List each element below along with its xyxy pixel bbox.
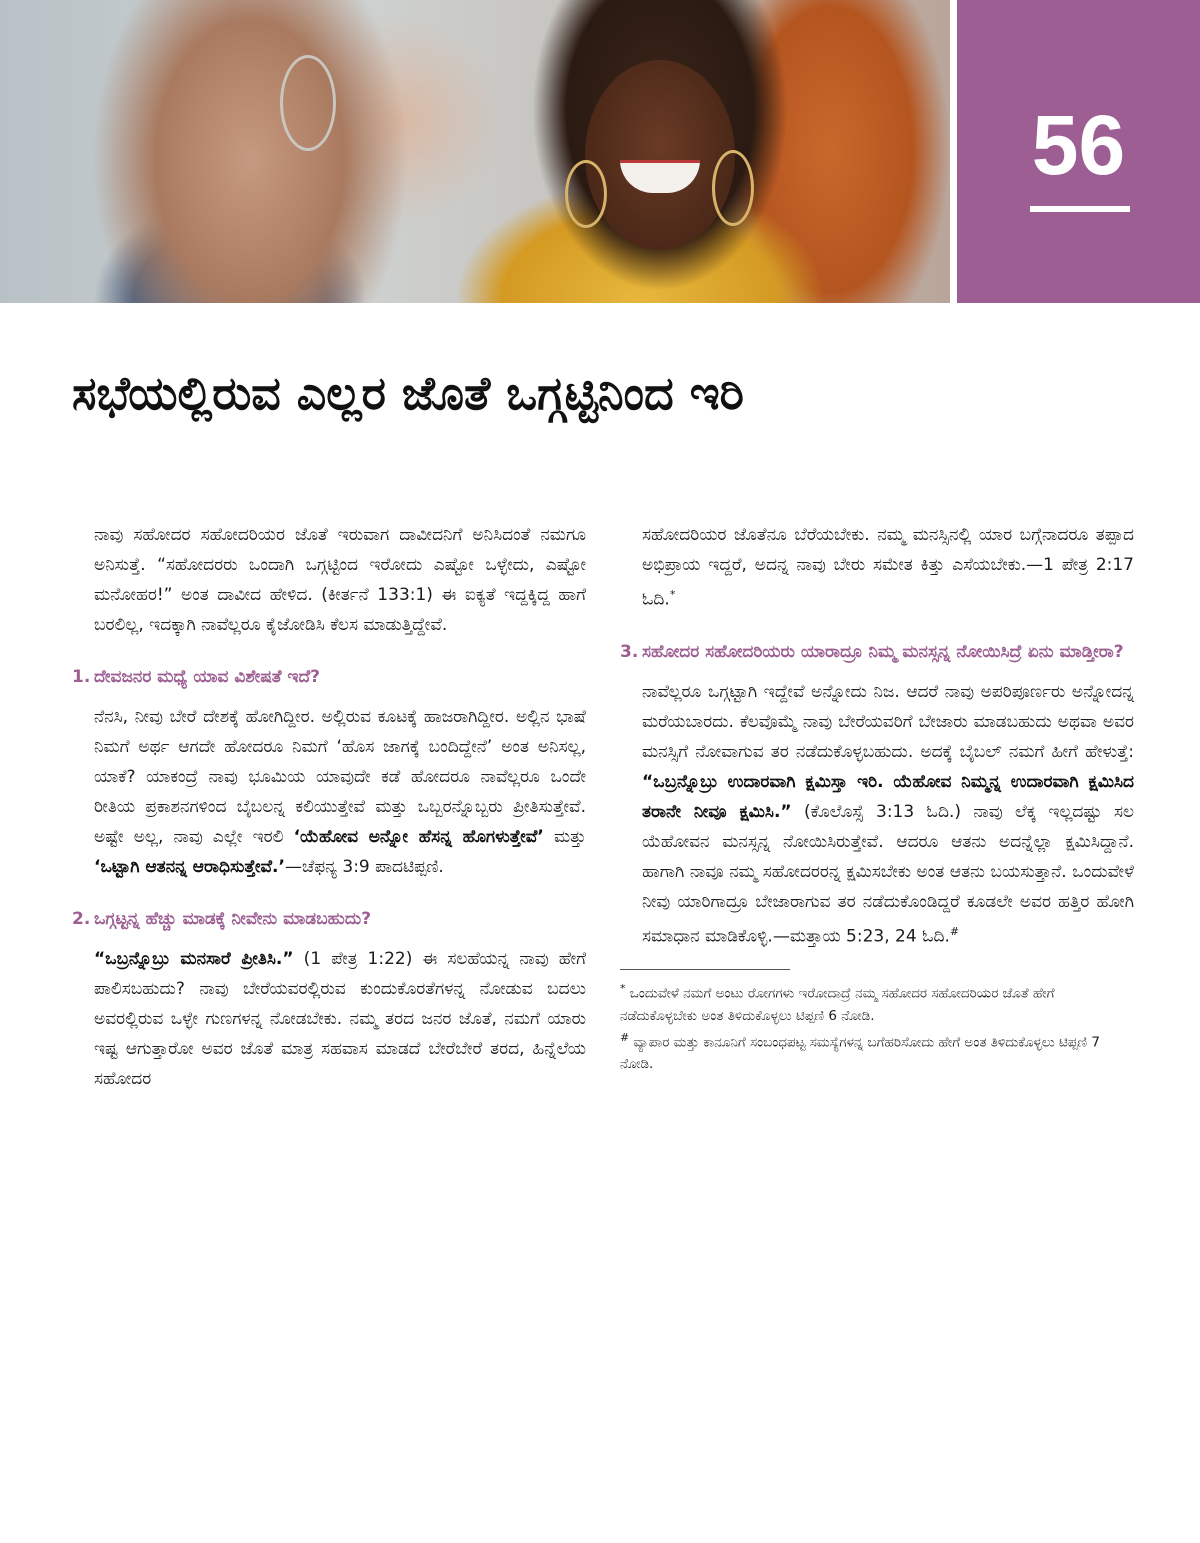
footnote-marker[interactable]: * [669,588,676,601]
footnote-marker[interactable]: # [949,924,960,938]
earring-shape [565,160,607,228]
lesson-number: 56 [1031,98,1126,192]
answer-text: ಮತ್ತು [543,827,587,847]
scripture-reference: —ಚೆಫನ್ಯ 3:9 ಪಾದಟಿಪ್ಪಣಿ. [284,857,444,877]
header-photo [0,0,950,303]
footnote-text: ಒಂದುವೇಳೆ ನಮಗೆ ಅಂಟು ರೋಗಗಳು ಇರೋದಾದ್ರೆ ನಮ್ಮ ಸಹೋದರ ಸಹೋದರಿಯರ ಜೊತೆ ಹೇಗೆ ನಡೆದುಕೊಳ್ಳಬೇಕು ಅಂತ ತಿಳಿದುಕೊಳ್ಳಲು ಟಿಪ್ಪಣಿ 6 ನೋಡಿ. [620,985,1055,1024]
answer-2 [72,944,586,1094]
answer-1 [72,702,586,882]
answer-text: ಸಹೋದರಿಯರ ಜೊತೆನೂ ಬೆರೆಯಬೇಕು. ನಮ್ಮ ಮನಸ್ಸಿನಲ್ಲಿ ಯಾರ ಬಗ್ಗೆನಾದರೂ ತಪ್ಪಾದ ಅಭಿಪ್ರಾಯ ಇದ್ದರೆ, ಅದನ್ನ ನಾವು ಬೇರು ಸಮೇತ ಕಿತ್ತು ಎಸೆಯಬೇಕು.—1 ಪೇತ್ರ 2:17 ಓದಿ. [642,525,1134,610]
answer-text: ನೆನಸಿ, ನೀವು ಬೇರೆ ದೇಶಕ್ಕೆ ಹೋಗಿದ್ದೀರ. ಅಲ್ಲಿರುವ ಕೂಟಕ್ಕೆ ಹಾಜರಾಗಿದ್ದೀರ. ಅಲ್ಲಿನ ಭಾಷೆ ನಿಮಗೆ ಅರ್ಥ ಆಗದೇ ಹೋದರೂ ನಿಮಗೆ ‘ಹೊಸ ಜಾಗಕ್ಕೆ ಬಂದಿದ್ದೇನೆ’ ಅಂತ ಅನಿಸಲ್ಲ, ಯಾಕೆ? ಯಾಕಂದ್ರೆ ನಾವು ಭೂಮಿಯ ಯಾವುದೇ ಕಡೆ ಹೋದರೂ ನಾವೆಲ್ಲರೂ ಒಂದೇ ರೀತಿಯ ಪ್ರಕಾಶನಗಳಿಂದ ಬೈಬಲನ್ನ ಕಲಿಯುತ್ತೇವೆ ಮತ್ತು ಒಬ್ಬರನ್ನೊಬ್ಬರು ಪ್ರೀತಿಸುತ್ತೇವೆ. ಅಷ್ಟೇ ಅಲ್ಲ, ನಾವು ಎಲ್ಲೇ ಇರಲಿ [94,707,586,847]
answer-text: ನಾವೆಲ್ಲರೂ ಒಗ್ಗಟ್ಟಾಗಿ ಇದ್ದೇವೆ ಅನ್ನೋದು ನಿಜ. ಆದರೆ ನಾವು ಅಪರಿಪೂರ್ಣರು ಅನ್ನೋದನ್ನ ಮರೆಯಬಾರದು. ಕೆಲವೊಮ್ಮೆ ನಾವು ಬೇರೆಯವರಿಗೆ ಬೇಜಾರು ಮಾಡಬಹುದು ಅಥವಾ ಅವರ ಮನಸ್ಸಿಗೆ ನೋವಾಗುವ ತರ ನಡೆದುಕೊಳ್ಳಬಹುದು. ಅದಕ್ಕೆ ಬೈಬಲ್ ನಮಗೆ ಹೀಗೆ ಹೇಳುತ್ತೆ: [642,681,1134,762]
footnote-1 [620,978,1134,1027]
question-text: ದೇವಜನರ ಮಧ್ಯೆ ಯಾವ ವಿಶೇಷತೆ ಇದೆ? [94,667,320,687]
intro-paragraph: ನಾವು ಸಹೋದರ ಸಹೋದರಿಯರ ಜೊತೆ ಇರುವಾಗ ದಾವೀದನಿಗೆ ಅನಿಸಿದಂತೆ ನಮಗೂ ಅನಿಸುತ್ತೆ. “ಸಹೋದರರು ಒಂದಾಗಿ ಒಗ್ಗಟ್ಟಿಂದ ಇರೋದು ಎಷ್ಟೋ ಒಳ್ಳೇದು, ಎಷ್ಟೋ ಮನೋಹರ!” ಅಂತ ದಾವೀದ ಹೇಳಿದ. (ಕೀರ್ತನೆ 133:1) ಈ ಐಕ್ಯತೆ ಇದ್ದಕ್ಕಿದ್ದ ಹಾಗೆ ಬರಲಿಲ್ಲ, ಇದಕ್ಕಾಗಿ ನಾವೆಲ್ಲರೂ ಕೈಜೋಡಿಸಿ ಕೆಲಸ ಮಾಡುತ್ತಿದ್ದೇವೆ. [94,525,586,635]
question-number: 2. [72,909,91,929]
answer-text: (ಕೊಲೊಸ್ಸೆ 3:13 ಓದಿ.) ನಾವು ಲೆಕ್ಕ ಇಲ್ಲದಷ್ಟು ಸಲ ಯೆಹೋವನ ಮನಸ್ಸನ್ನ ನೋಯಿಸಿರುತ್ತೇವೆ. ಆದರೂ ಆತನು ಅದನ್ನೆಲ್ಲಾ ಕ್ಷಮಿಸಿದ್ದಾನೆ. ಹಾಗಾಗಿ ನಾವೂ ನಮ್ಮ ಸಹೋದರರನ್ನ ಕ್ಷಮಿಸಬೇಕು ಅಂತ ಆತನು ಬಯಸುತ್ತಾನೆ. ಒಂದುವೇಳೆ ನೀವು ಯಾರಿಗಾದ್ರೂ ಬೇಜಾರಾಗುವ ತರ ನಡೆದುಕೊಂಡಿದ್ದರೆ ಕೂಡಲೇ ಅವರ ಹತ್ತಿರ ಹೋಗಿ ಸಮಾಧಾನ ಮಾಡಿಕೊಳ್ಳಿ.—ಮತ್ತಾಯ 5:23, 24 ಓದಿ. [642,801,1134,947]
footnote-divider [620,969,790,970]
footnote-mark: * [620,982,626,996]
answer-bold: ‘ಯೆಹೋವ ಅನ್ನೋ ಹೆಸನ್ನ ಹೊಗಳುತ್ತೇವೆ’ [293,827,544,847]
question-text: ಒಗ್ಗಟ್ಟನ್ನ ಹೆಚ್ಚು ಮಾಡಕ್ಕೆ ನೀವೇನು ಮಾಡಬಹುದು? [94,909,372,929]
earring-shape [712,150,754,226]
page-title: ಸಭೆಯಲ್ಲಿರುವ ಎಲ್ಲರ ಜೊತೆ ಒಗ್ಗಟ್ಟಿನಿಂದ ಇರಿ [72,366,744,420]
answer-bold: “ಒಬ್ರನ್ನೊಬ್ರು ಮನಸಾರೆ ಪ್ರೀತಿಸಿ.” [94,949,294,969]
footnote-2 [620,1027,1134,1076]
question-1 [72,662,586,692]
question-3 [620,637,1134,667]
lesson-number-underline [1030,206,1130,212]
question-number: 1. [72,667,91,687]
answer-3 [620,677,1134,952]
lesson-number-block [957,0,1200,303]
earring-shape [280,55,336,151]
left-column [72,520,586,1094]
answer-bold: ‘ಒಟ್ಟಾಗಿ ಆತನನ್ನ ಆರಾಧಿಸುತ್ತೇವೆ.’ [94,857,285,877]
answer-text: (1 ಪೇತ್ರ 1:22) ಈ ಸಲಹೆಯನ್ನ ನಾವು ಹೇಗೆ ಪಾಲಿಸಬಹುದು? ನಾವು ಬೇರೆಯವರಲ್ಲಿರುವ ಕುಂದುಕೊರತೆಗಳನ್ನ ನೋಡುವ ಬದಲು ಅವರಲ್ಲಿರುವ ಒಳ್ಳೇ ಗುಣಗಳನ್ನ ನೋಡಬೇಕು. ನಮ್ಮ ತರದ ಜನರ ಜೊತೆ, ನಮಗೆ ಯಾರು ಇಷ್ಟ ಆಗುತ್ತಾರೋ ಅವರ ಜೊತೆ ಮಾತ್ರ ಸಹವಾಸ ಮಾಡದೆ ಬೇರೆಬೇರೆ ತರದ, ಹಿನ್ನೆಲೆಯ ಸಹೋದರ [94,949,587,1089]
footnote-mark: # [620,1030,630,1044]
right-column [620,520,1134,1075]
question-2 [72,904,586,934]
answer-bold: “ಒಬ್ರನ್ನೊಬ್ರು ಉದಾರವಾಗಿ ಕ್ಷಮಿಸ್ತಾ ಇರಿ. ಯೆಹೋವ ನಿಮ್ಮನ್ನ ಉದಾರವಾಗಿ ಕ್ಷಮಿಸಿದ ತರಾನೇ ನೀವೂ ಕ್ಷಮಿಸಿ.” [642,771,1134,822]
question-number: 3. [620,641,639,662]
smiling-woman-shape [585,60,735,250]
answer-2-continued [620,520,1134,615]
footnote-text: ವ್ಯಾಪಾರ ಮತ್ತು ಕಾನೂನಿಗೆ ಸಂಬಂಧಪಟ್ಟ ಸಮಸ್ಯೆಗಳನ್ನ ಬಗೆಹರಿಸೋದು ಹೇಗೆ ಅಂತ ತಿಳಿದುಕೊಳ್ಳಲು ಟಿಪ್ಪಣಿ 7 ನೋಡಿ. [620,1034,1100,1073]
question-text: ಸಹೋದರ ಸಹೋದರಿಯರು ಯಾರಾದ್ರೂ ನಿಮ್ಮ ಮನಸ್ಸನ್ನ ನೋಯಿಸಿದ್ರೆ ಏನು ಮಾಡ್ತೀರಾ? [642,641,1124,662]
